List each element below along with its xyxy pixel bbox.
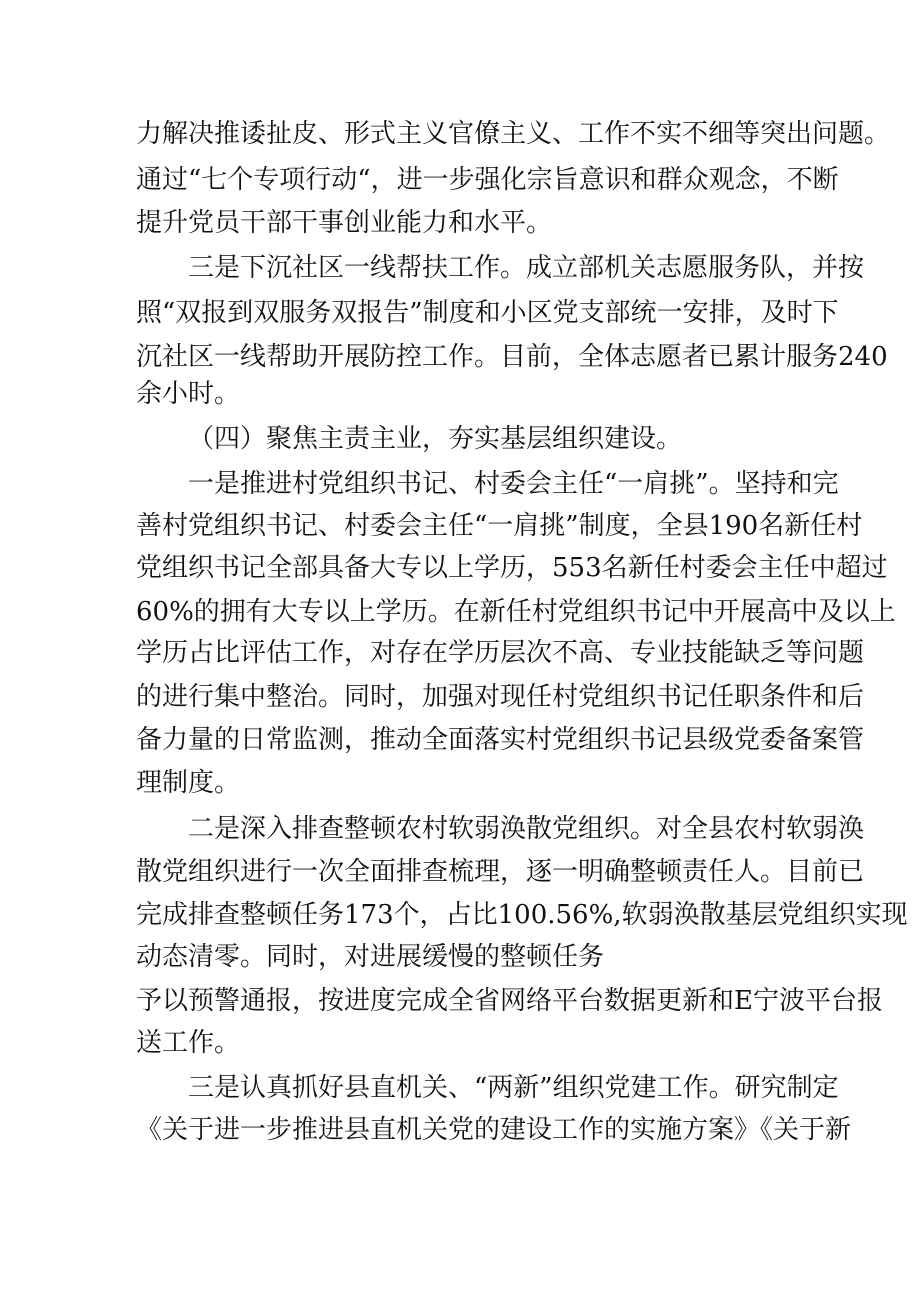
- text-line: 动态清零。同时，对进展缓慢的整顿任务: [136, 942, 605, 972]
- text-line: 余小时。: [136, 379, 241, 409]
- text-line: 力解决推诿扯皮、形式主义官僚主义、工作不实不细等突出问题。: [136, 119, 891, 149]
- text-line: 提升党员干部干事创业能力和水平。: [136, 208, 553, 238]
- paragraph-first-line: 二是深入排查整顿农村软弱涣散党组织。对全县农村软弱涣: [188, 814, 865, 844]
- text-line: 照“双报到双服务双报告”制度和小区党支部统一安排，及时下: [136, 298, 839, 328]
- text-line: 学历占比评估工作，对存在学历层次不高、专业技能缺乏等问题: [136, 638, 865, 668]
- section-heading: （四）聚焦主责主业，夯实基层组织建设。: [188, 424, 683, 454]
- text-line: 60%的拥有大专以上学历。在新任村党组织书记中开展高中及以上: [136, 597, 896, 627]
- text-line: 《关于进一步推进县直机关党的建设工作的实施方案》《关于新: [136, 1115, 852, 1145]
- text-line: 送工作。: [136, 1028, 241, 1058]
- text-line: 完成排查整顿任务173个，占比100.56%,软弱涣散基层党组织实现: [136, 900, 908, 930]
- text-line: 善村党组织书记、村委会主任“一肩挑”制度，全县190名新任村: [136, 511, 863, 541]
- paragraph-first-line: 一是推进村党组织书记、村委会主任“一肩挑”。坚持和完: [188, 469, 839, 499]
- paragraph-first-line: 三是认真抓好县直机关、“两新”组织党建工作。研究制定: [188, 1073, 839, 1103]
- text-line: 沉社区一线帮助开展防控工作。目前，全体志愿者已累计服务240: [136, 342, 888, 372]
- text-line: 的进行集中整治。同时，加强对现任村党组织书记任职条件和后: [136, 682, 865, 712]
- text-line: 予以预警通报，按进度完成全省网络平台数据更新和E宁波平台报: [136, 986, 883, 1016]
- paragraph-first-line: 三是下沉社区一线帮扶工作。成立部机关志愿服务队，并按: [188, 253, 865, 283]
- text-line: 理制度。: [136, 768, 241, 798]
- text-line: 通过“七个专项行动“，进一步强化宗旨意识和群众观念，不断: [136, 165, 839, 195]
- text-line: 备力量的日常监测，推动全面落实村党组织书记县级党委备案管: [136, 725, 865, 755]
- text-line: 党组织书记全部具备大专以上学历，553名新任村委会主任中超过: [136, 553, 888, 583]
- text-line: 散党组织进行一次全面排查梳理，逐一明确整顿责任人。目前已: [136, 857, 865, 887]
